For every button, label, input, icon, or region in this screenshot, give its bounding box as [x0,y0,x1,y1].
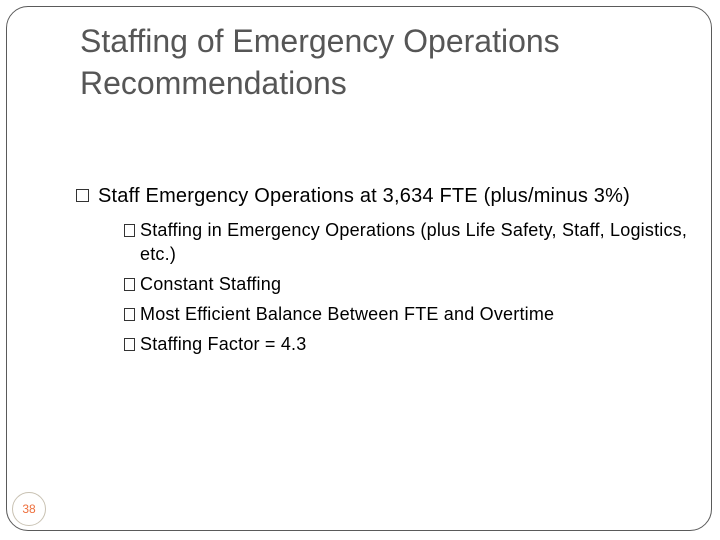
square-bullet-icon [124,338,135,351]
bullet-item [76,183,696,356]
square-bullet-icon [76,189,89,202]
square-bullet-icon [124,224,135,237]
slide-title-line-1: Staffing of Emergency Operations [80,23,560,59]
slide-title-line-2: Recommendations [80,65,347,101]
slide-title [80,20,700,104]
bullet-list [76,183,696,362]
bullet-text: Staff Emergency Operations at 3,634 FTE (plus/minus 3%) [98,185,630,207]
page-number-badge: 38 [12,492,46,526]
sub-bullet-item [120,218,696,266]
sub-bullet-text: Most Efficient Balance Between FTE and Overtime [140,304,555,324]
sub-bullet-item [120,302,696,326]
sub-bullet-item [120,272,696,296]
sub-bullet-list [98,218,696,356]
sub-bullet-text: Staffing Factor = 4.3 [140,334,307,354]
sub-bullet-text: Constant Staffing [140,274,282,294]
square-bullet-icon [124,308,135,321]
square-bullet-icon [124,278,135,291]
sub-bullet-text: Staffing in Emergency Operations (plus Life Safety, Staff, Logistics, etc.) [140,220,688,264]
sub-bullet-item [120,332,696,356]
